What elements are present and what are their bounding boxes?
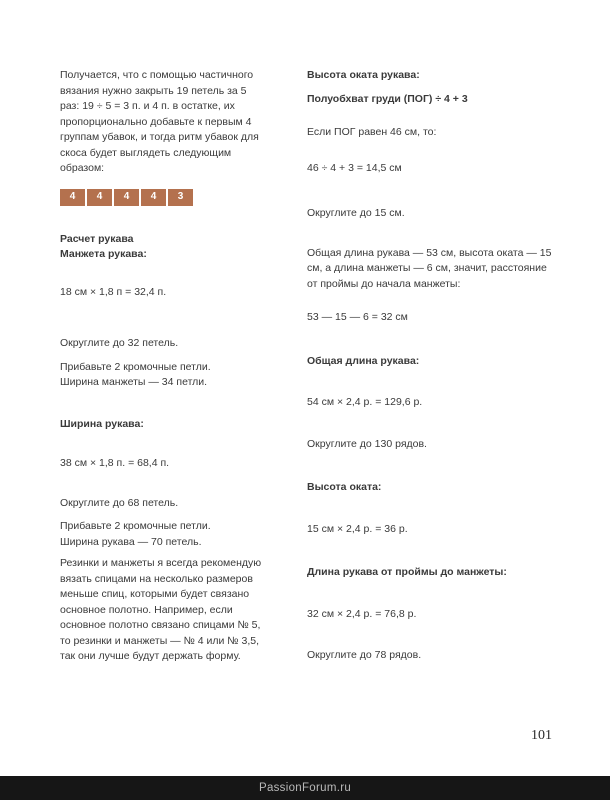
- cuff-formula: 18 см × 1,8 п = 32,4 п.: [60, 285, 167, 298]
- length-calculation: 53 — 15 — 6 = 32 см: [307, 311, 408, 323]
- cuff-round-text: Округлите до 32 петель.: [60, 337, 179, 349]
- cap-formula-label: Полуобхват груди (ПОГ) ÷ 4 + 3: [307, 92, 468, 105]
- cuff-width-text: Ширина манжеты — 34 петли.: [60, 376, 208, 388]
- sleeve-width-result-text: Ширина рукава — 70 петель.: [60, 535, 202, 548]
- rhythm-cell: 4: [87, 189, 112, 206]
- left-column: [60, 68, 268, 665]
- right-column: [307, 68, 555, 664]
- page-number: 101: [531, 728, 552, 743]
- total-length-round-text: Округлите до 130 рядов.: [307, 437, 427, 450]
- sleeve-width-round-text: Округлите до 68 петель.: [60, 496, 179, 509]
- sleeve-add-text: Прибавьте 2 кромочные петли.: [60, 520, 211, 532]
- sleeve-width-heading: Ширина рукава:: [60, 417, 144, 430]
- rhythm-cell: 4: [60, 189, 85, 206]
- cap-condition-text: Если ПОГ равен 46 см, то:: [307, 126, 437, 138]
- needles-note-paragraph: Резинки и манжеты я всегда рекомендую вязать спицами на несколько размеров меньше спиц, которыми будет связано основное полотно. Например, если основное полотно связано спицами № 5, то резинки и манжеты — № 4 или № 3,5, так они лучше будут держать форму.: [60, 557, 262, 662]
- cuff-heading: Манжета рукава:: [60, 248, 147, 260]
- cap-calculation: 46 ÷ 4 + 3 = 14,5 см: [307, 161, 402, 174]
- sleeve-width-formula: 38 см × 1,8 п. = 68,4 п.: [60, 457, 170, 469]
- cap-height-heading: Высота оката рукава:: [307, 69, 420, 81]
- section-title: Расчет рукава: [60, 232, 134, 245]
- watermark-bar: [0, 776, 610, 800]
- watermark-text: PassionForum.ru: [258, 782, 352, 794]
- rhythm-cell: 4: [141, 189, 166, 206]
- cap-height-heading-2: Высота оката:: [307, 481, 382, 493]
- total-length-calculation: 54 см × 2,4 р. = 129,6 р.: [307, 396, 423, 408]
- cap-height-calculation: 15 см × 2,4 р. = 36 р.: [307, 522, 408, 535]
- rhythm-cell: 4: [114, 189, 139, 206]
- length-note-paragraph: Общая длина рукава — 53 см, высота оката — 15 см, а длина манжеты — 6 см, значит, расстояние от проймы до начала манжеты:: [307, 246, 552, 290]
- armhole-round-text: Округлите до 78 рядов.: [307, 649, 422, 661]
- armhole-to-cuff-heading: Длина рукава от проймы до манжеты:: [307, 566, 507, 578]
- cap-round-text: Округлите до 15 см.: [307, 207, 405, 219]
- rhythm-cell: 3: [168, 189, 193, 206]
- intro-paragraph: Получается, что с помощью частичного вязания нужно закрыть 19 петель за 5 раз: 19 ÷ 5 = 3 п. и 4 п. в остатке, их пропорционально добавьте к первым 4 группам убавок, и тогда ритм убавок для скоса будет выглядеть следующим образом:: [60, 69, 259, 174]
- total-length-heading: Общая длина рукава:: [307, 354, 420, 367]
- armhole-calculation: 32 см × 2,4 р. = 76,8 р.: [307, 607, 417, 620]
- decrease-rhythm-row: [60, 189, 268, 206]
- cuff-add-text: Прибавьте 2 кромочные петли.: [60, 360, 211, 373]
